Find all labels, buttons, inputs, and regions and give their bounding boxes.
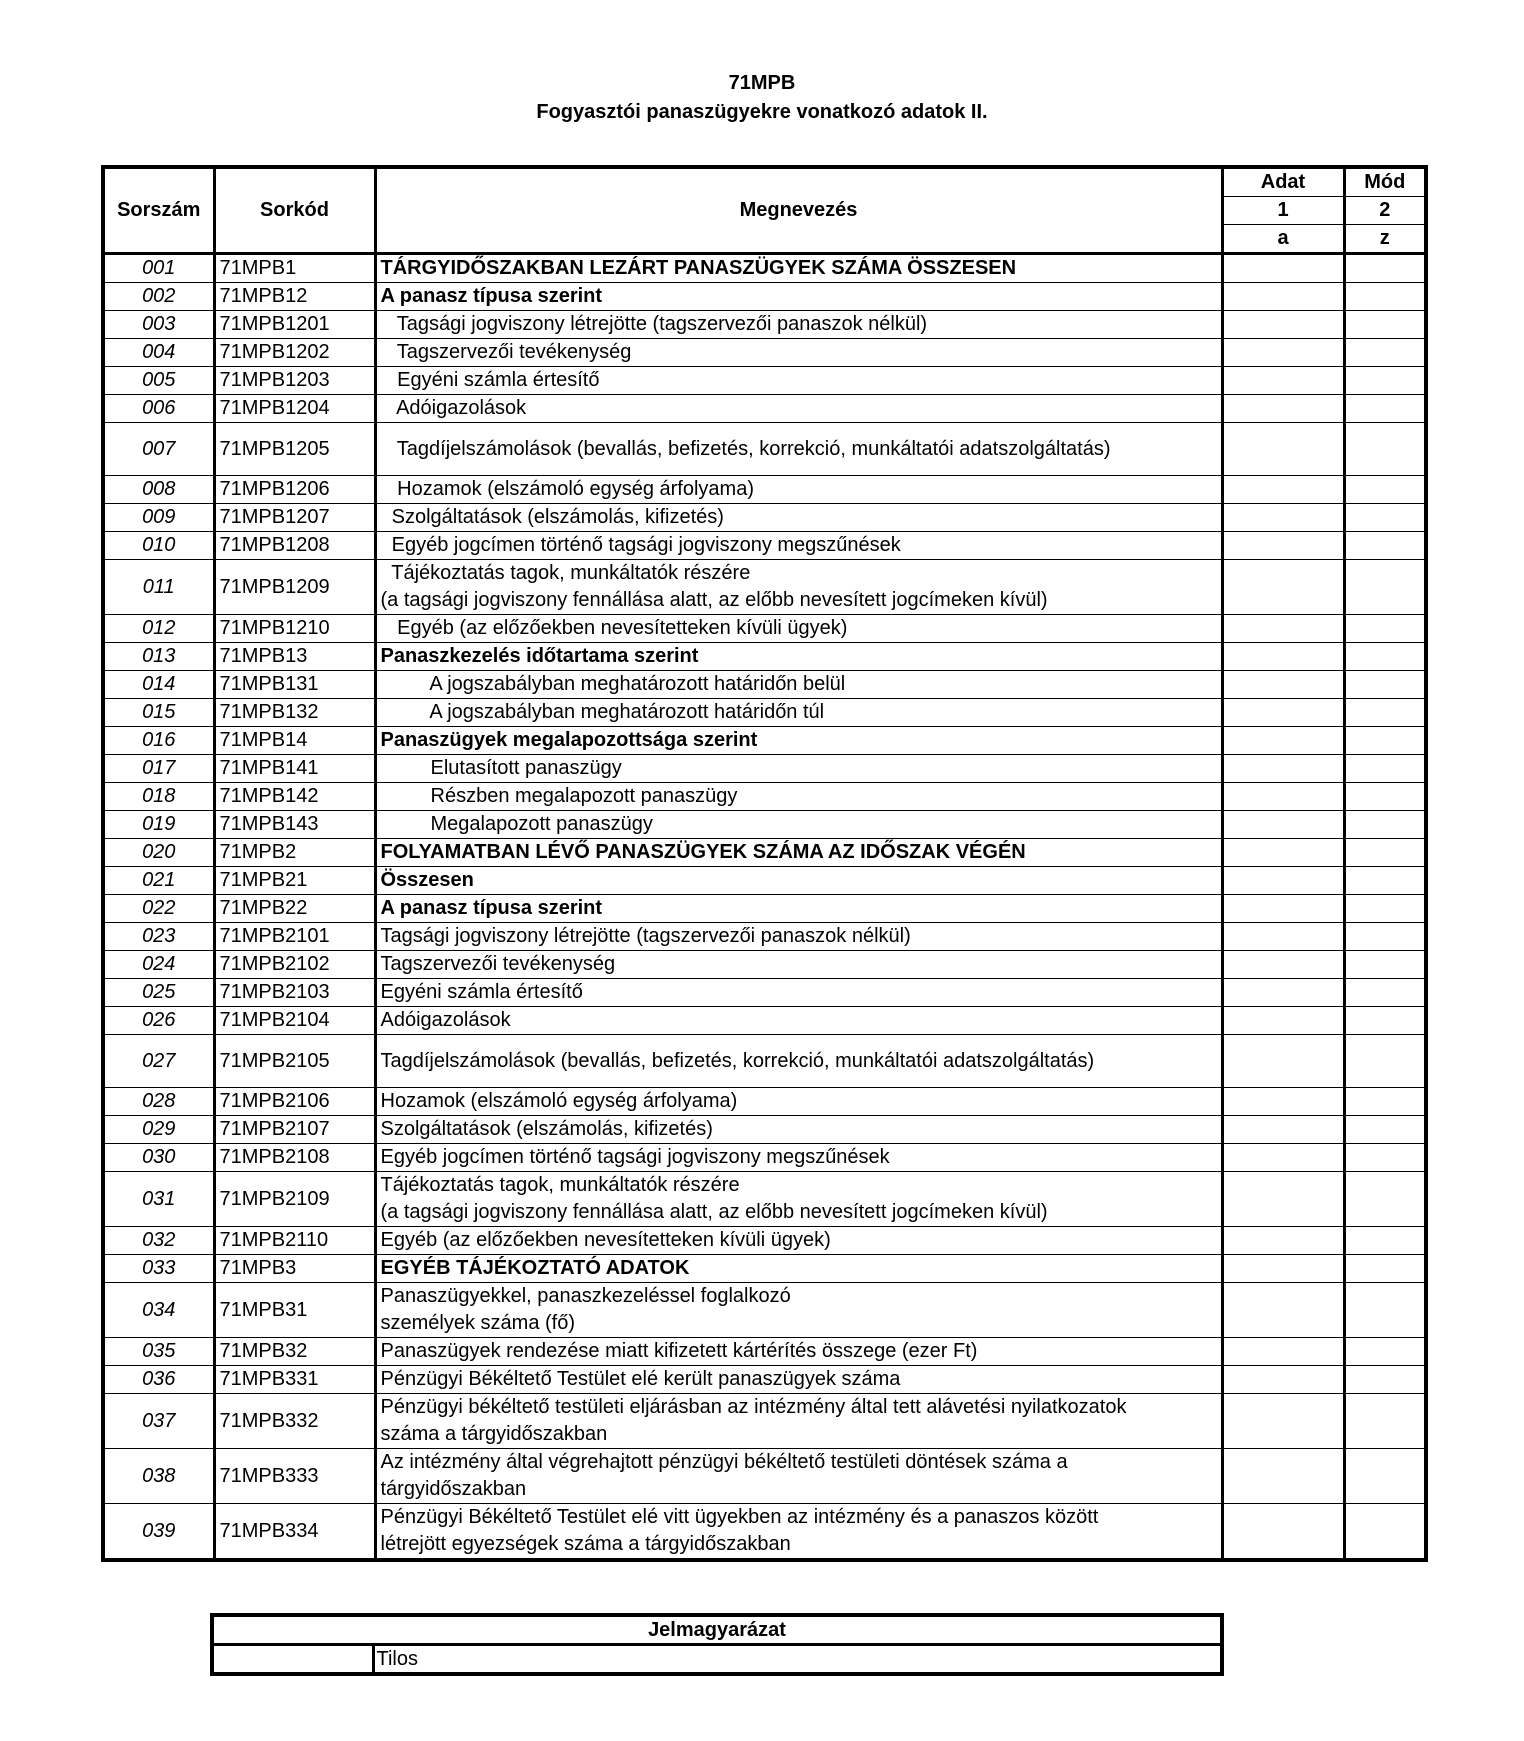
table-row	[103, 1366, 1426, 1394]
row-sorszam: 020	[103, 839, 214, 867]
row-adat-cell[interactable]	[1222, 811, 1344, 839]
row-megnevezes	[375, 951, 1222, 979]
row-mod-cell[interactable]	[1344, 1116, 1426, 1144]
row-megnevezes-text: Adóigazolások	[380, 397, 527, 419]
table-row	[103, 311, 1426, 339]
row-megnevezes-text: Megalapozott panaszügy	[380, 813, 653, 835]
row-megnevezes-text: Tájékoztatás tagok, munkáltatók részére (a tagsági jogviszony fennállása alatt, az előbb nevesített jogcímeken kívül)	[380, 1174, 1048, 1223]
row-megnevezes-text: Szolgáltatások (elszámolás, kifizetés)	[380, 506, 724, 528]
row-megnevezes-text: A panasz típusa szerint	[380, 897, 603, 919]
table-row	[103, 671, 1426, 699]
header-sorszam: Sorszám	[103, 167, 214, 254]
row-mod-cell[interactable]	[1344, 367, 1426, 395]
row-megnevezes-text: EGYÉB TÁJÉKOZTATÓ ADATOK	[380, 1257, 690, 1279]
row-megnevezes	[375, 1366, 1222, 1394]
row-adat-cell[interactable]	[1222, 867, 1344, 895]
row-megnevezes	[375, 979, 1222, 1007]
row-adat-cell[interactable]	[1222, 979, 1344, 1007]
row-megnevezes	[375, 1255, 1222, 1283]
row-sorszam: 037	[103, 1394, 214, 1449]
row-megnevezes	[375, 1449, 1222, 1504]
row-mod-cell[interactable]	[1344, 1366, 1426, 1394]
table-row	[103, 1035, 1426, 1088]
row-adat-cell[interactable]	[1222, 532, 1344, 560]
row-sorszam: 016	[103, 727, 214, 755]
header-sorkod: Sorkód	[214, 167, 375, 254]
row-megnevezes-text: Tagsági jogviszony létrejötte (tagszervezői panaszok nélkül)	[380, 313, 928, 335]
row-sorkod: 71MPB1	[214, 254, 375, 283]
row-megnevezes	[375, 1394, 1222, 1449]
table-row	[103, 699, 1426, 727]
row-mod-cell[interactable]	[1344, 311, 1426, 339]
row-adat-cell[interactable]	[1222, 643, 1344, 671]
row-megnevezes	[375, 504, 1222, 532]
row-mod-cell[interactable]	[1344, 755, 1426, 783]
row-adat-cell[interactable]	[1222, 755, 1344, 783]
row-sorkod: 71MPB333	[214, 1449, 375, 1504]
row-sorkod: 71MPB22	[214, 895, 375, 923]
row-megnevezes	[375, 671, 1222, 699]
row-adat-cell[interactable]	[1222, 727, 1344, 755]
table-row	[103, 1449, 1426, 1504]
row-sorkod: 71MPB2106	[214, 1088, 375, 1116]
row-megnevezes-text: A panasz típusa szerint	[380, 285, 603, 307]
row-adat-cell[interactable]	[1222, 504, 1344, 532]
row-megnevezes-text: Egyéni számla értesítő	[380, 981, 583, 1003]
row-adat-cell[interactable]	[1222, 671, 1344, 699]
row-megnevezes-text: Egyéb (az előzőekben nevesítetteken kívüli ügyek)	[380, 617, 848, 639]
row-megnevezes-text: Panaszügyek rendezése miatt kifizetett kártérítés összege (ezer Ft)	[380, 1340, 978, 1362]
table-row	[103, 951, 1426, 979]
row-mod-cell[interactable]	[1344, 395, 1426, 423]
row-sorszam: 035	[103, 1338, 214, 1366]
table-row	[103, 395, 1426, 423]
row-megnevezes-text: Szolgáltatások (elszámolás, kifizetés)	[380, 1118, 713, 1140]
table-row	[103, 755, 1426, 783]
header-adat-type: a	[1222, 225, 1344, 254]
row-mod-cell[interactable]	[1344, 504, 1426, 532]
row-sorszam: 025	[103, 979, 214, 1007]
row-adat-cell[interactable]	[1222, 783, 1344, 811]
row-sorszam: 013	[103, 643, 214, 671]
row-megnevezes-text: Hozamok (elszámoló egység árfolyama)	[380, 478, 754, 500]
row-sorkod: 71MPB2102	[214, 951, 375, 979]
row-mod-cell[interactable]	[1344, 615, 1426, 643]
row-megnevezes	[375, 532, 1222, 560]
row-megnevezes	[375, 1283, 1222, 1338]
row-sorszam: 034	[103, 1283, 214, 1338]
row-megnevezes	[375, 615, 1222, 643]
row-megnevezes	[375, 727, 1222, 755]
row-megnevezes-text: Tagdíjelszámolások (bevallás, befizetés, korrekció, munkáltatói adatszolgáltatás)	[380, 1049, 1095, 1072]
row-megnevezes	[375, 560, 1222, 615]
row-sorkod: 71MPB141	[214, 755, 375, 783]
row-megnevezes	[375, 867, 1222, 895]
row-megnevezes-text: Tájékoztatás tagok, munkáltatók részére (a tagsági jogviszony fennállása alatt, az előbb nevesített jogcímeken kívül)	[380, 562, 1048, 611]
row-sorkod: 71MPB2107	[214, 1116, 375, 1144]
table-row	[103, 1504, 1426, 1561]
row-megnevezes-text: A jogszabályban meghatározott határidőn túl	[380, 701, 825, 723]
row-sorkod: 71MPB1204	[214, 395, 375, 423]
row-megnevezes	[375, 476, 1222, 504]
row-sorkod: 71MPB1201	[214, 311, 375, 339]
table-row	[103, 1283, 1426, 1338]
row-sorkod: 71MPB1202	[214, 339, 375, 367]
row-mod-cell[interactable]	[1344, 476, 1426, 504]
row-mod-cell[interactable]	[1344, 254, 1426, 283]
row-adat-cell[interactable]	[1222, 699, 1344, 727]
row-sorszam: 036	[103, 1366, 214, 1394]
row-sorkod: 71MPB334	[214, 1504, 375, 1561]
legend-title: Jelmagyarázat	[212, 1615, 1222, 1645]
row-adat-cell[interactable]	[1222, 1035, 1344, 1088]
row-megnevezes	[375, 339, 1222, 367]
legend-swatch	[212, 1645, 373, 1675]
row-mod-cell[interactable]	[1344, 423, 1426, 476]
row-megnevezes-text: Tagsági jogviszony létrejötte (tagszervezői panaszok nélkül)	[380, 925, 911, 947]
table-row	[103, 339, 1426, 367]
table-row	[103, 1007, 1426, 1035]
row-sorkod: 71MPB3	[214, 1255, 375, 1283]
row-mod-cell[interactable]	[1344, 283, 1426, 311]
table-row	[103, 615, 1426, 643]
row-mod-cell[interactable]	[1344, 1449, 1426, 1504]
row-sorszam: 002	[103, 283, 214, 311]
row-adat-cell[interactable]	[1222, 1172, 1344, 1227]
table-row	[103, 1394, 1426, 1449]
row-adat-cell[interactable]	[1222, 839, 1344, 867]
row-megnevezes-text: Panaszügyekkel, panaszkezeléssel foglalkozó személyek száma (fő)	[380, 1285, 791, 1334]
row-sorszam: 023	[103, 923, 214, 951]
row-megnevezes-text: Pénzügyi békéltető testületi eljárásban az intézmény által tett alávetési nyilatkozatok száma a tárgyidőszakban	[380, 1396, 1127, 1445]
row-megnevezes-text: Egyéb (az előzőekben nevesítetteken kívüli ügyek)	[380, 1229, 831, 1251]
table-row	[103, 1144, 1426, 1172]
row-sorkod: 71MPB1210	[214, 615, 375, 643]
row-megnevezes-text: Egyéb jogcímen történő tagsági jogviszony megszűnések	[380, 1146, 890, 1168]
row-mod-cell[interactable]	[1344, 867, 1426, 895]
table-row	[103, 1116, 1426, 1144]
row-adat-cell[interactable]	[1222, 1449, 1344, 1504]
row-sorszam: 021	[103, 867, 214, 895]
row-mod-cell[interactable]	[1344, 1035, 1426, 1088]
row-megnevezes	[375, 1144, 1222, 1172]
row-mod-cell[interactable]	[1344, 1338, 1426, 1366]
row-adat-cell[interactable]	[1222, 1227, 1344, 1255]
header-adat: Adat	[1222, 167, 1344, 197]
row-sorkod: 71MPB2109	[214, 1172, 375, 1227]
table-row	[103, 283, 1426, 311]
row-mod-cell[interactable]	[1344, 951, 1426, 979]
data-table	[101, 165, 1428, 1562]
row-adat-cell[interactable]	[1222, 615, 1344, 643]
row-sorkod: 71MPB13	[214, 643, 375, 671]
row-sorkod: 71MPB1209	[214, 560, 375, 615]
row-megnevezes	[375, 895, 1222, 923]
row-mod-cell[interactable]	[1344, 811, 1426, 839]
row-mod-cell[interactable]	[1344, 839, 1426, 867]
row-megnevezes	[375, 283, 1222, 311]
row-adat-cell[interactable]	[1222, 1007, 1344, 1035]
row-megnevezes	[375, 1338, 1222, 1366]
row-mod-cell[interactable]	[1344, 339, 1426, 367]
row-mod-cell[interactable]	[1344, 1007, 1426, 1035]
row-sorszam: 010	[103, 532, 214, 560]
row-adat-cell[interactable]	[1222, 923, 1344, 951]
row-sorszam: 027	[103, 1035, 214, 1088]
table-row	[103, 367, 1426, 395]
table-row	[103, 643, 1426, 671]
row-megnevezes-text: Egyéb jogcímen történő tagsági jogviszony megszűnések	[380, 534, 901, 556]
table-row	[103, 811, 1426, 839]
row-megnevezes	[375, 1172, 1222, 1227]
row-adat-cell[interactable]	[1222, 1144, 1344, 1172]
row-mod-cell[interactable]	[1344, 699, 1426, 727]
row-sorkod: 71MPB143	[214, 811, 375, 839]
row-sorkod: 71MPB2105	[214, 1035, 375, 1088]
row-sorkod: 71MPB142	[214, 783, 375, 811]
row-mod-cell[interactable]	[1344, 979, 1426, 1007]
row-megnevezes-text: Tagszervezői tevékenység	[380, 341, 632, 363]
row-sorszam: 003	[103, 311, 214, 339]
row-sorszam: 009	[103, 504, 214, 532]
row-mod-cell[interactable]	[1344, 1172, 1426, 1227]
row-megnevezes-text: FOLYAMATBAN LÉVŐ PANASZÜGYEK SZÁMA AZ IDŐSZAK VÉGÉN	[380, 841, 1026, 863]
row-adat-cell[interactable]	[1222, 339, 1344, 367]
row-adat-cell[interactable]	[1222, 283, 1344, 311]
row-adat-cell[interactable]	[1222, 367, 1344, 395]
row-megnevezes-text: Elutasított panaszügy	[380, 757, 622, 779]
row-mod-cell[interactable]	[1344, 727, 1426, 755]
row-mod-cell[interactable]	[1344, 1504, 1426, 1561]
row-sorkod: 71MPB1205	[214, 423, 375, 476]
row-sorkod: 71MPB331	[214, 1366, 375, 1394]
table-row	[103, 923, 1426, 951]
row-megnevezes-text: Tagszervezői tevékenység	[380, 953, 616, 975]
row-sorszam: 005	[103, 367, 214, 395]
row-mod-cell[interactable]	[1344, 1255, 1426, 1283]
row-sorkod: 71MPB132	[214, 699, 375, 727]
row-mod-cell[interactable]	[1344, 923, 1426, 951]
row-sorszam: 026	[103, 1007, 214, 1035]
row-sorszam: 012	[103, 615, 214, 643]
row-megnevezes-text: Adóigazolások	[380, 1009, 511, 1031]
row-mod-cell[interactable]	[1344, 532, 1426, 560]
row-adat-cell[interactable]	[1222, 1283, 1344, 1338]
row-sorkod: 71MPB14	[214, 727, 375, 755]
row-sorszam: 004	[103, 339, 214, 367]
row-megnevezes	[375, 1088, 1222, 1116]
row-sorkod: 71MPB1207	[214, 504, 375, 532]
header-adat-num: 1	[1222, 197, 1344, 225]
table-row	[103, 423, 1426, 476]
row-sorszam: 039	[103, 1504, 214, 1561]
row-megnevezes	[375, 367, 1222, 395]
table-row	[103, 1088, 1426, 1116]
row-megnevezes	[375, 755, 1222, 783]
row-mod-cell[interactable]	[1344, 1144, 1426, 1172]
row-sorszam: 031	[103, 1172, 214, 1227]
table-row	[103, 1338, 1426, 1366]
row-mod-cell[interactable]	[1344, 560, 1426, 615]
row-sorkod: 71MPB2110	[214, 1227, 375, 1255]
row-megnevezes-text: Részben megalapozott panaszügy	[380, 785, 738, 807]
row-megnevezes	[375, 699, 1222, 727]
row-megnevezes-text: A jogszabályban meghatározott határidőn belül	[380, 673, 846, 695]
row-adat-cell[interactable]	[1222, 1255, 1344, 1283]
row-mod-cell[interactable]	[1344, 783, 1426, 811]
row-sorszam: 015	[103, 699, 214, 727]
row-sorkod: 71MPB332	[214, 1394, 375, 1449]
row-sorszam: 018	[103, 783, 214, 811]
row-megnevezes	[375, 839, 1222, 867]
row-sorkod: 71MPB131	[214, 671, 375, 699]
table-row	[103, 1172, 1426, 1227]
table-row	[103, 254, 1426, 283]
table-row	[103, 783, 1426, 811]
row-megnevezes-text: Összesen	[380, 869, 474, 891]
row-megnevezes	[375, 254, 1222, 283]
row-sorszam: 008	[103, 476, 214, 504]
header-mod: Mód	[1344, 167, 1426, 197]
header-megnevezes: Megnevezés	[375, 167, 1222, 254]
row-adat-cell[interactable]	[1222, 895, 1344, 923]
table-body	[103, 254, 1426, 1561]
row-megnevezes-text: Egyéni számla értesítő	[380, 369, 600, 391]
row-sorszam: 028	[103, 1088, 214, 1116]
row-sorszam: 019	[103, 811, 214, 839]
row-adat-cell[interactable]	[1222, 395, 1344, 423]
row-megnevezes	[375, 1116, 1222, 1144]
table-row	[103, 532, 1426, 560]
row-sorszam: 001	[103, 254, 214, 283]
row-sorszam: 032	[103, 1227, 214, 1255]
row-sorszam: 022	[103, 895, 214, 923]
row-mod-cell[interactable]	[1344, 895, 1426, 923]
header-mod-num: 2	[1344, 197, 1426, 225]
table-row	[103, 560, 1426, 615]
table-row	[103, 727, 1426, 755]
row-adat-cell[interactable]	[1222, 560, 1344, 615]
form-title: Fogyasztói panaszügyekre vonatkozó adatok II.	[536, 101, 988, 123]
row-sorkod: 71MPB1206	[214, 476, 375, 504]
row-sorkod: 71MPB2108	[214, 1144, 375, 1172]
row-sorkod: 71MPB21	[214, 867, 375, 895]
row-adat-cell[interactable]	[1222, 423, 1344, 476]
row-sorkod: 71MPB2104	[214, 1007, 375, 1035]
row-sorkod: 71MPB31	[214, 1283, 375, 1338]
table-row	[103, 504, 1426, 532]
legend-table	[210, 1613, 1224, 1676]
row-sorkod: 71MPB2103	[214, 979, 375, 1007]
row-sorszam: 030	[103, 1144, 214, 1172]
table-row	[103, 476, 1426, 504]
form-code: 71MPB	[728, 72, 796, 94]
row-megnevezes	[375, 923, 1222, 951]
header-mod-type: z	[1344, 225, 1426, 254]
row-adat-cell[interactable]	[1222, 311, 1344, 339]
row-sorszam: 007	[103, 423, 214, 476]
row-mod-cell[interactable]	[1344, 643, 1426, 671]
row-mod-cell[interactable]	[1344, 1088, 1426, 1116]
row-sorkod: 71MPB2101	[214, 923, 375, 951]
row-adat-cell[interactable]	[1222, 254, 1344, 283]
row-adat-cell[interactable]	[1222, 1088, 1344, 1116]
row-sorszam: 014	[103, 671, 214, 699]
row-sorszam: 029	[103, 1116, 214, 1144]
row-adat-cell[interactable]	[1222, 1394, 1344, 1449]
table-row	[103, 867, 1426, 895]
legend-item: Tilos	[373, 1645, 1222, 1675]
row-megnevezes-text: Hozamok (elszámoló egység árfolyama)	[380, 1090, 738, 1112]
row-megnevezes	[375, 395, 1222, 423]
row-megnevezes-text: TÁRGYIDŐSZAKBAN LEZÁRT PANASZÜGYEK SZÁMA ÖSSZESEN	[380, 257, 1017, 279]
row-adat-cell[interactable]	[1222, 951, 1344, 979]
row-megnevezes	[375, 811, 1222, 839]
row-adat-cell[interactable]	[1222, 1504, 1344, 1561]
row-megnevezes	[375, 311, 1222, 339]
table-row	[103, 1227, 1426, 1255]
row-adat-cell[interactable]	[1222, 1366, 1344, 1394]
row-mod-cell[interactable]	[1344, 671, 1426, 699]
row-sorszam: 038	[103, 1449, 214, 1504]
row-sorkod: 71MPB32	[214, 1338, 375, 1366]
row-sorkod: 71MPB1208	[214, 532, 375, 560]
table-row	[103, 895, 1426, 923]
row-megnevezes	[375, 423, 1222, 476]
row-megnevezes	[375, 643, 1222, 671]
row-mod-cell[interactable]	[1344, 1283, 1426, 1338]
row-megnevezes-text: Pénzügyi Békéltető Testület elé került panaszügyek száma	[380, 1368, 901, 1390]
row-megnevezes-text: Panaszkezelés időtartama szerint	[380, 645, 699, 667]
row-megnevezes	[375, 1227, 1222, 1255]
row-megnevezes	[375, 1007, 1222, 1035]
row-adat-cell[interactable]	[1222, 476, 1344, 504]
row-sorkod: 71MPB2	[214, 839, 375, 867]
table-row	[103, 1255, 1426, 1283]
table-row	[103, 839, 1426, 867]
row-megnevezes-text: Tagdíjelszámolások (bevallás, befizetés, korrekció, munkáltatói adatszolgáltatás)	[380, 437, 1111, 460]
row-adat-cell[interactable]	[1222, 1338, 1344, 1366]
row-megnevezes-text: Az intézmény által végrehajtott pénzügyi békéltető testületi döntések száma a tárgyidőszakban	[380, 1451, 1068, 1500]
row-mod-cell[interactable]	[1344, 1394, 1426, 1449]
row-megnevezes	[375, 1504, 1222, 1561]
row-sorszam: 033	[103, 1255, 214, 1283]
row-megnevezes-text: Pénzügyi Békéltető Testület elé vitt ügyekben az intézmény és a panaszos között létrejött egyezségek száma a tárgyidőszakban	[380, 1506, 1099, 1555]
row-megnevezes-text: Panaszügyek megalapozottsága szerint	[380, 729, 758, 751]
row-mod-cell[interactable]	[1344, 1227, 1426, 1255]
row-sorszam: 006	[103, 395, 214, 423]
row-sorkod: 71MPB1203	[214, 367, 375, 395]
row-sorszam: 024	[103, 951, 214, 979]
row-megnevezes	[375, 783, 1222, 811]
table-row	[103, 979, 1426, 1007]
row-sorszam: 011	[103, 560, 214, 615]
row-megnevezes	[375, 1035, 1222, 1088]
row-sorszam: 017	[103, 755, 214, 783]
row-adat-cell[interactable]	[1222, 1116, 1344, 1144]
row-sorkod: 71MPB12	[214, 283, 375, 311]
